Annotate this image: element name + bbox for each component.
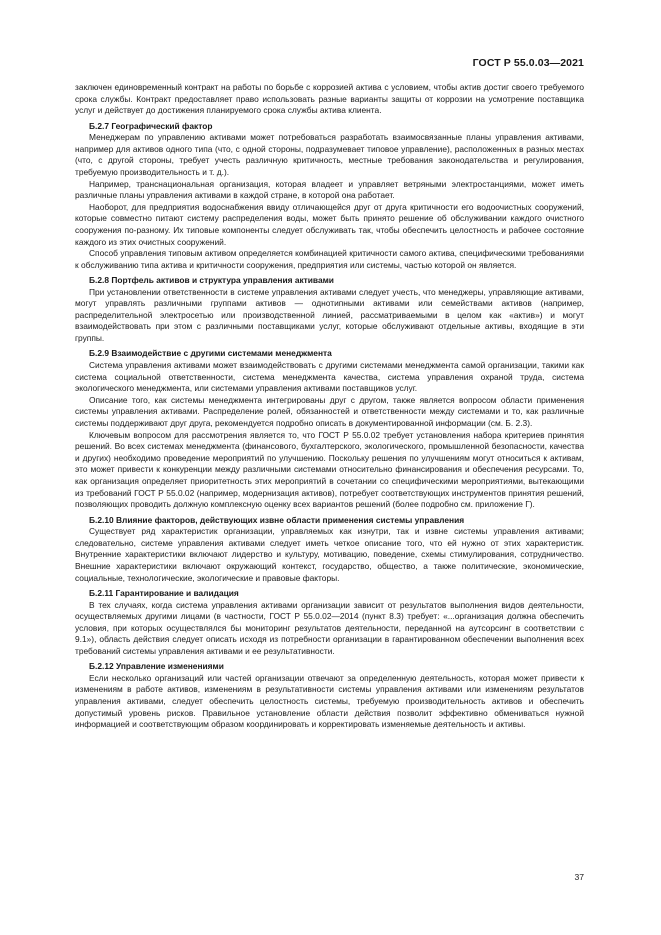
paragraph: Способ управления типовым активом определяется комбинацией критичности самого актива, специфическими требованиями к обслуживанию типа актива и критичности сооружения, предприятия или системы, частью которой он является.: [75, 248, 584, 270]
paragraph: В тех случаях, когда система управления активами организации зависит от результатов выполнения видов деятельности, осуществляемых другими лицами (в частности, ГОСТ Р 55.0.02—2014 (пункт 8.3) требует: «...организация должна обеспечить условия, при которых осуществлялся бы мониторинг результатов деятельности, переданной на аутсорсинг в соответствии с 9.1»), область действия следует описать исходя из потребности организации в гарантированном обеспечении выполнения всех требований системы управления активами и ее результативности.: [75, 599, 584, 656]
paragraph: Описание того, как системы менеджмента интегрированы друг с другом, также является вопросом области применения системы управления активами. Распределение ролей, обязанностей и ответственности между системами и то, как различные системы поддерживают друг друга, рекомендуется подробно описать в документированной информации (см. Б. 2.3).: [75, 394, 584, 429]
section-heading-b-2-12: Б.2.12 Управление изменениями: [89, 661, 224, 672]
paragraph: Менеджерам по управлению активами может потребоваться разработать взаимосвязанные планы управления активами, например для активов одного типа (что, с одной стороны, подразумевает типовое управление), расположенных в разных местах (что, с другой стороны, требует учесть различную критичность, местные требования законодательства и регулирования, требуемую производительность и т. д.).: [75, 132, 584, 177]
section-heading-b-2-9: Б.2.9 Взаимодействие с другими системами менеджмента: [89, 348, 332, 359]
paragraph: Например, транснациональная организация, которая владеет и управляет ветряными электростанциями, может иметь различные планы управления активами в каждой стране, в которой она работает.: [75, 178, 584, 201]
paragraph: Если несколько организаций или частей организации отвечают за определенную деятельность, которая может привести к изменениям в работе активов, изменениям в результативности системы управления активами или изменениям результатов управления активами, следует обеспечить целостность системы, требуемую производительность активов и обеспечить допустимый уровень рисков. Правильное установление области действия позволит эффективно обмениваться нужной информацией и соответствующим образом координировать и корректировать изменяемые деятельность и активы.: [75, 672, 584, 730]
section-heading-b-2-8: Б.2.8 Портфель активов и структура управления активами: [89, 275, 334, 286]
paragraph: Существует ряд характеристик организации, управляемых как изнутри, так и извне системы управления активами; следовательно, системе управления активами следует иметь четкое описание того, что ей нужно от этих характеристик. Внутренние характеристики включают лидерство и культуру, мотивацию, поведение, схемы стимулирования, сотрудничество. Внешние характеристики включают окружающий контекст, государство, общество, а также политические, экономические, социальные, технологические, экологические и правовые факторы.: [75, 526, 584, 583]
paragraph: Система управления активами может взаимодействовать с другими системами менеджмента самой организации, такими как система социальной ответственности, система менеджмента качества, система управления охраной труда, система экологического менеджмента, или системами управления активами поставщиков услуг.: [75, 360, 584, 394]
section-heading-b-2-10: Б.2.10 Влияние факторов, действующих извне области применения системы управления: [89, 514, 465, 525]
paragraph: заключен единовременный контракт на работы по борьбе с коррозией актива с условием, чтобы актив достиг своего требуемого срока службы. Контракт предоставляет право использовать разные варианты защиты от коррозии на усмотрение поставщика услуг и действует до достижения планируемого срока службы актива клиента.: [75, 82, 584, 116]
paragraph: При установлении ответственности в системе управления активами следует учесть, что менеджеры, управляющие активами, могут управлять различными группами активов — однотипными активами или семействами активов (например, распределительной электросетью или производственной линией, рассматриваемыми в целом как «актив») и могут взаимодействовать при этом с различными поставщиками услуг, которые обслуживают отдельные активы, входящие в эти группы.: [75, 286, 584, 344]
document-body: [75, 82, 584, 731]
paragraph: Ключевым вопросом для рассмотрения является то, что ГОСТ Р 55.0.02 требует установления набора критериев принятия решений. Во всех системах менеджмента (финансового, бухгалтерского, экологического, промышленной безопасности, качества и других) необходимо проведение мероприятий по улучшению. Поскольку решения по улучшениям могут относиться к активам, это может привести к конкуренции между различными системами относительно финансирования и обеспечения ресурсами. То, как организация определяет приоритетность этих мероприятий в сочетании со специфическими мероприятиями, вытекающими из требований ГОСТ Р 55.0.02 (например, модернизация активов), потребует соответствующих инструментов принятия решений, позволяющих проводить должную комплексную оценку всех вариантов решений (более подробно см. приложение Г).: [75, 429, 584, 510]
document-header: ГОСТ Р 55.0.03—2021: [472, 57, 584, 69]
section-heading-b-2-7: Б.2.7 Географический фактор: [89, 120, 213, 131]
paragraph: Наоборот, для предприятия водоснабжения ввиду отличающейся друг от друга критичности его водоочистных сооружений, которые совместно питают систему распределения воды, может быть принято решение об обслуживании каждого очистного сооружения по-разному. Их типовые компоненты следует обслуживать так, чтобы обеспечить целостность и рабочее состояние каждого из этих очистных сооружений.: [75, 201, 584, 247]
section-heading-b-2-11: Б.2.11 Гарантирование и валидация: [89, 587, 239, 598]
page-number: 37: [574, 872, 584, 882]
